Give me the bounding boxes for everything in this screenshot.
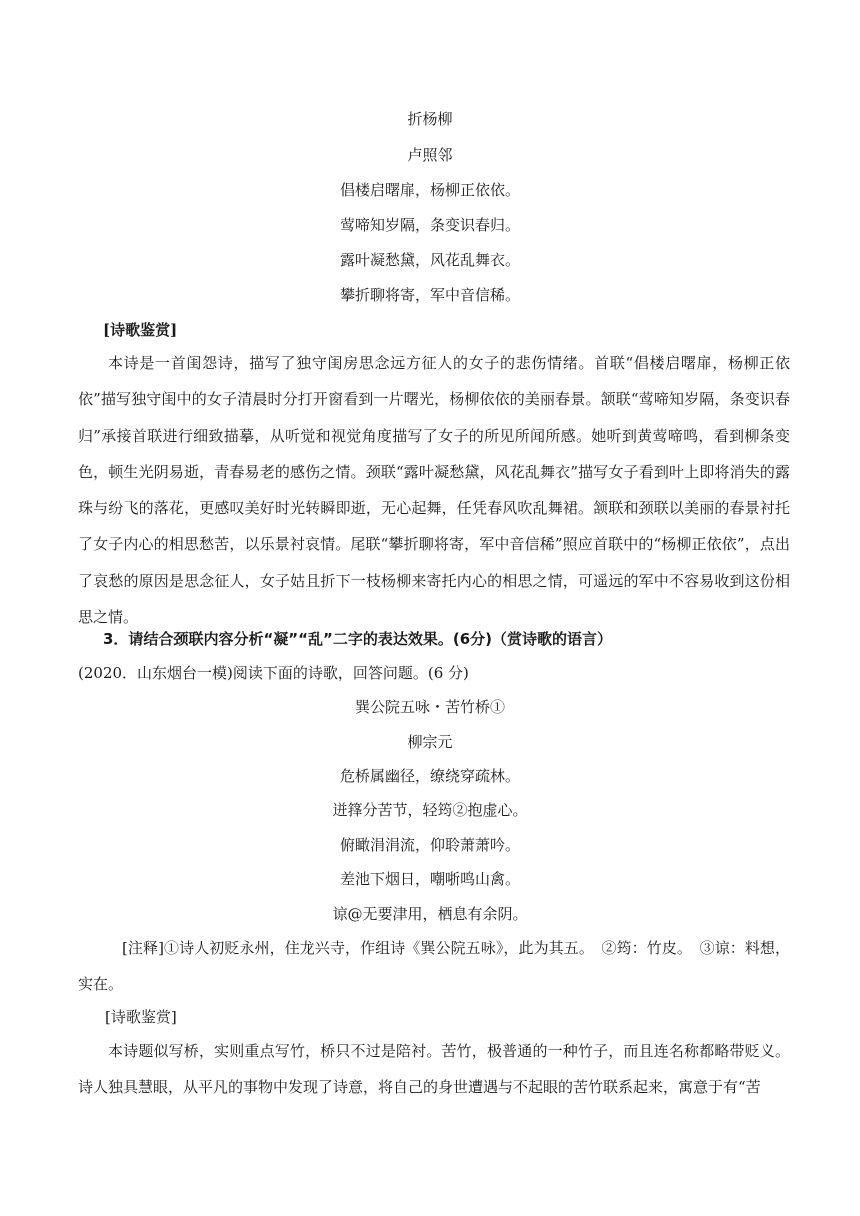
appreciation-paragraph: 本诗题似写桥，实则重点写竹，桥只不过是陪衬。苦竹，极普通的一种竹子，而且连名称都略带贬义。诗人独具慧眼，从平凡的事物中发现了诗意，将自己的身世遭遇与不起眼的苦竹联系起来，寓意于有“苦 xyxy=(78,1042,790,1097)
poem-line: 危桥属幽径，缭绕穿疏林。 xyxy=(339,767,520,785)
appreciation-paragraph: 本诗是一首闺怨诗，描写了独守闺房思念远方征人的女子的悲伤情绪。首联“倡楼启曙扉，杨柳正依依”描写独守闺中的女子清晨时分打开窗看到一片曙光，杨柳依依的美丽春景。颔联“莺啼知岁隔，条变识春归”承接首联进行细致描摹，从听觉和视觉角度描写了女子的所见所闻所感。她听到黄莺啼鸣，看到柳条变色，顿生光阴易逝，青春易老的感伤之情。颈联“露叶凝愁黛，风花乱舞衣”描写女子看到叶上即将消失的露珠与纷飞的落花，更感叹美好时光转瞬即逝，无心起舞，任凭春风吹乱舞裙。颔联和颈联以美丽的春景衬托了女子内心的相思愁苦，以乐景衬哀情。尾联“攀折聊将寄，军中音信稀”照应首联中的“杨柳正依依”，点出了哀愁的原因是思念征人，女子姑且折下一枝杨柳来寄托内心的相思之情，可遥远的军中不容易收到这份相思之情。 xyxy=(78,354,790,627)
annotation-note: [注释]①诗人初贬永州，住龙兴寺，作组诗《巽公院五咏》，此为其五。 ②筠：竹皮。 ③谅：料想，实在。 xyxy=(78,939,790,993)
poem-line: 攀折聊将寄，军中音信稀。 xyxy=(339,286,520,304)
poem-line: 莺啼知岁隔，条变识春归。 xyxy=(339,216,520,234)
question-text: 3．请结合颈联内容分析“凝”“乱”二字的表达效果。(6分)（赏诗歌的语言） xyxy=(103,630,613,648)
poem-author: 卢照邻 xyxy=(407,146,453,164)
poem-line: 迸箨分苦节，轻筠②抱虚心。 xyxy=(332,801,528,819)
poem-author: 柳宗元 xyxy=(407,733,453,751)
poem-title: 巽公院五咏・苦竹桥① xyxy=(354,698,505,716)
section-heading: [诗歌鉴赏] xyxy=(105,1008,177,1026)
poem-title: 折杨柳 xyxy=(407,110,453,128)
section-heading: [诗歌鉴赏] xyxy=(103,321,178,339)
poem-line: 露叶凝愁黛，风花乱舞衣。 xyxy=(339,251,520,269)
source-line: (2020．山东烟台一模)阅读下面的诗歌，回答问题。(6 分) xyxy=(78,664,469,682)
poem-line: 差池下烟日，嘲哳鸣山禽。 xyxy=(339,870,520,888)
poem-line: 倡楼启曙扉，杨柳正依依。 xyxy=(339,181,520,199)
poem-line: 谅@无要津用，栖息有余阴。 xyxy=(332,905,528,923)
poem-line: 俯瞰涓涓流，仰聆萧萧吟。 xyxy=(339,836,520,854)
